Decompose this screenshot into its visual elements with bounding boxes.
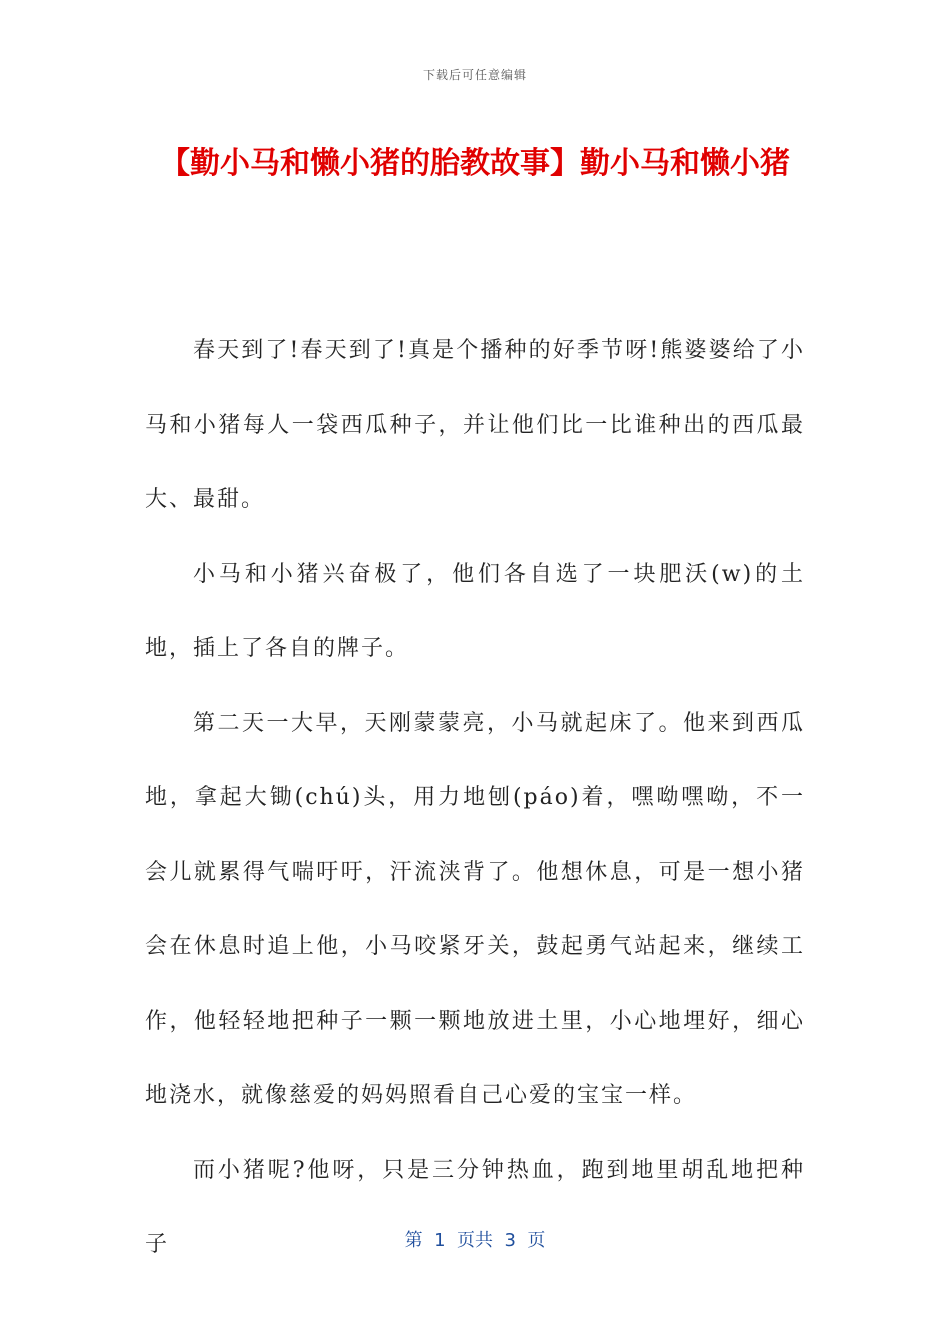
document-title: 【勤小马和懒小猪的胎教故事】勤小马和懒小猪 (160, 146, 790, 181)
paragraph-2: 小马和小猪兴奋极了，他们各自选了一块肥沃(w)的土地，插上了各自的牌子。 (145, 561, 805, 661)
page-number-footer: 第 1 页共 3 页 (404, 1230, 546, 1251)
paragraph-1: 春天到了!春天到了!真是个播种的好季节呀!熊婆婆给了小马和小猪每人一袋西瓜种子，并让他们比一比谁种出的西瓜最大、最甜。 (145, 338, 805, 512)
document-body (145, 314, 805, 1283)
paragraph-3: 第二天一大早，天刚蒙蒙亮，小马就起床了。他来到西瓜地，拿起大锄(chú)头，用力地刨(páo)着，嘿呦嘿呦，不一会儿就累得气喘吁吁，汗流浃背了。他想休息，可是一想小猪会在休息时追上他，小马咬紧牙关，鼓起勇气站起来，继续工作，他轻轻地把种子一颗一颗地放进土里，小心地埋好，细心地浇水，就像慈爱的妈妈照看自己心爱的宝宝一样。 (145, 710, 805, 1108)
paragraph-4: 而小猪呢?他呀，只是三分钟热血，跑到地里胡乱地把种子 (145, 1157, 805, 1257)
header-note: 下载后可任意编辑 (422, 68, 527, 82)
